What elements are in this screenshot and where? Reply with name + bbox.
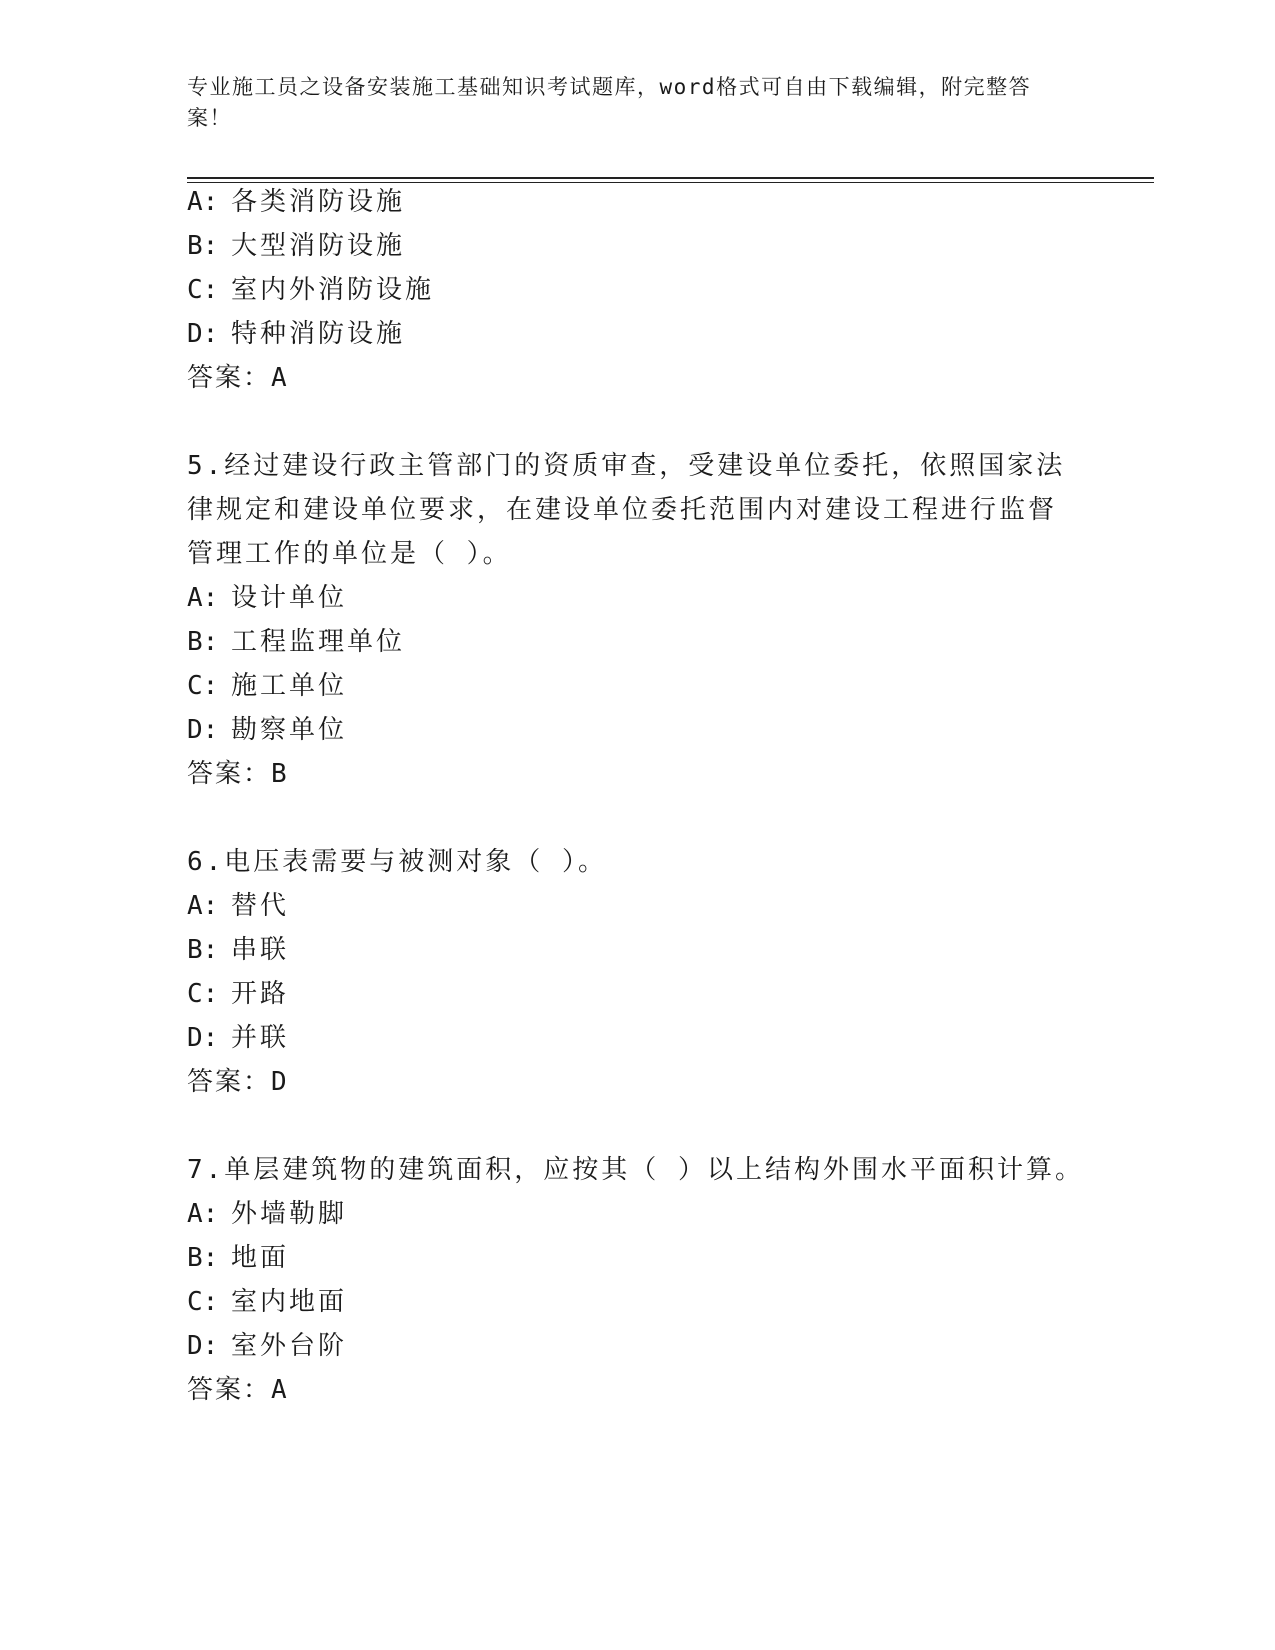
question-stem: 5.经过建设行政主管部门的资质审查，受建设单位委托，依照国家法 [187, 451, 1066, 481]
option-b: B: 工程监理单位 [187, 627, 406, 657]
option-b: B: 串联 [187, 935, 290, 965]
question-stem: 7.单层建筑物的建筑面积，应按其（ ）以上结构外围水平面积计算。 [187, 1155, 1084, 1185]
option-b: B: 地面 [187, 1243, 290, 1273]
option-d: D: 并联 [187, 1023, 290, 1053]
option-d: D: 特种消防设施 [187, 319, 406, 349]
option-a: A: 替代 [187, 891, 290, 921]
option-c: C: 施工单位 [187, 671, 348, 701]
option-c: C: 室内地面 [187, 1287, 348, 1317]
question-stem: 管理工作的单位是（ ）。 [187, 539, 512, 569]
header-divider-thick [187, 177, 1154, 179]
document-header-title: 专业施工员之设备安装施工基础知识考试题库，word格式可自由下载编辑，附完整答案！ [187, 75, 1032, 130]
answer-line: 答案：D [187, 1067, 289, 1097]
question-stem: 6.电压表需要与被测对象（ ）。 [187, 847, 607, 877]
option-d: D: 勘察单位 [187, 715, 348, 745]
answer-line: 答案：A [187, 1375, 289, 1405]
question-stem: 律规定和建设单位要求，在建设单位委托范围内对建设工程进行监督 [187, 495, 1058, 525]
option-c: C: 室内外消防设施 [187, 275, 435, 305]
answer-line: 答案：B [187, 759, 289, 789]
option-c: C: 开路 [187, 979, 290, 1009]
option-a: A: 外墙勒脚 [187, 1199, 348, 1229]
option-a: A: 各类消防设施 [187, 187, 406, 217]
answer-line: 答案：A [187, 363, 289, 393]
option-a: A: 设计单位 [187, 583, 348, 613]
option-d: D: 室外台阶 [187, 1331, 348, 1361]
option-b: B: 大型消防设施 [187, 231, 406, 261]
header-divider-thin [187, 182, 1154, 183]
